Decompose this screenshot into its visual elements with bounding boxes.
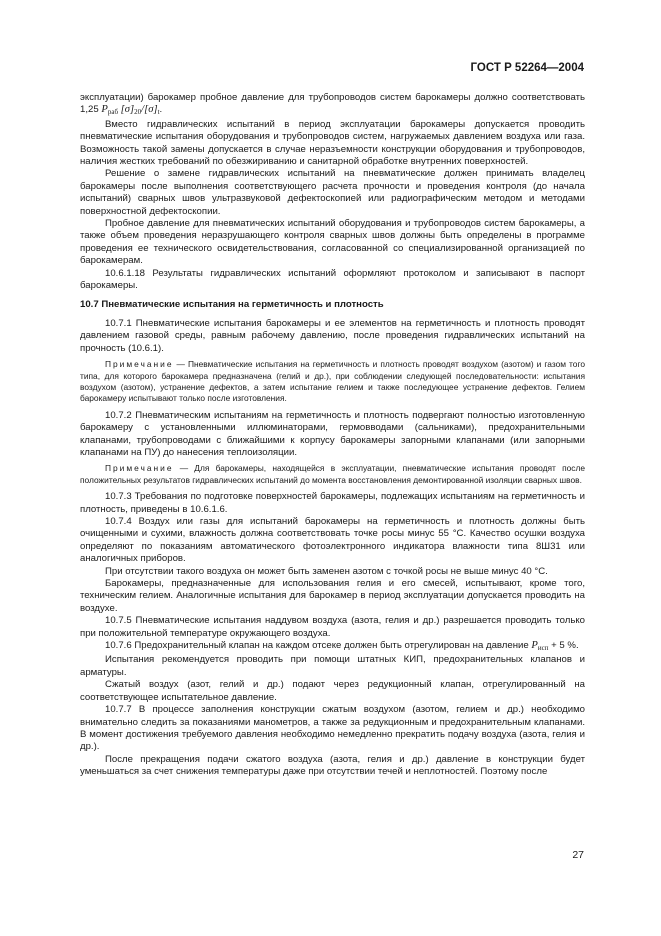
paragraph: 10.6.1.18 Результаты гидравлических испытаний оформляют протоколом и записывают в паспорт барокамеры. — [80, 267, 585, 292]
formula-stress: /[σ] — [141, 104, 158, 116]
paragraph: 10.7.3 Требования по подготовке поверхностей барокамеры, подлежащих испытаниям на герметичность и плотность, приведены в 10.6.1.6. — [80, 491, 585, 515]
text-run: 10.7.6 Предохранительный клапан на каждом отсеке должен быть отрегулирован на давление — [105, 640, 529, 652]
paragraph: Барокамеры, предназначенные для использования гелия и его смесей, испытывают, кроме того, техническим гелием. Аналогичные испытания для барокамер в период эксплуатации допускается проводить на воздухе. — [80, 578, 585, 614]
note-text: — Для барокамеры, находящейся в эксплуатации, пневматические испытания проводят после положительных результатов гидравлических испытаний до момента восстановления демонтированной изоляции сварных швов. — [80, 463, 585, 485]
paragraph: 10.7.2 Пневматическим испытаниям на герметичность и плотность подвергают полностью изготовленную барокамеру с установленными иллюминаторами, гермовводами (сальниками), предохранительными клапанами, трубопроводами с ближайшими к корпусу барокамеры запорными клапанами (или запорными клапанами на ПУ) до нанесения теплоизоляции. — [80, 409, 585, 458]
note-text: — Пневматические испытания на герметичность и плотность проводят воздухом (азотом) и газом того типа, для которого барокамера предназначена (гелий и др.), при соблюдении следующей последовательности: испытания воздухом (азотом), устранение дефектов, а затем испытание гелием и также последующее устранение дефектов. Гелием барокамеру испытывают только после изготовления. — [80, 359, 585, 404]
note — [80, 359, 585, 405]
formula-subscript: 20 — [134, 108, 142, 117]
document-code: ГОСТ Р 52264—2004 — [470, 62, 584, 74]
formula-symbol: P — [101, 104, 108, 116]
paragraph: 10.7.5 Пневматические испытания наддувом воздуха (азота, гелия и др.) разрешается проводить только при положительной температуре окружающего воздуха. — [80, 615, 585, 639]
paragraph: 10.7.7 В процессе заполнения конструкции сжатым воздухом (азотом, гелием и др.) необходимо внимательно следить за показаниями манометров, а также за редукционным и предохранительным клапанами. В момент достижения требуемого давления необходимо немедленно прекратить подачу воздуха (азота, гелия и др.). — [80, 704, 585, 753]
paragraph: Сжатый воздух (азот, гелий и др.) подают через редукционный клапан, отрегулированный на соответствующее испытательное давление. — [80, 679, 585, 703]
note — [80, 463, 585, 486]
paragraph: При отсутствии такого воздуха он может быть заменен азотом с точкой росы не выше минус 40 °С. — [105, 565, 548, 577]
page-number: 27 — [572, 849, 584, 861]
formula — [101, 104, 159, 115]
formula-symbol: P — [531, 640, 538, 652]
paragraph-valve-pressure — [80, 640, 585, 654]
formula-subscript: раб — [107, 108, 119, 117]
formula — [531, 640, 548, 651]
text-run: . — [159, 104, 163, 116]
note-label: Примечание — [105, 463, 174, 474]
paragraph: 10.7.1 Пневматические испытания барокамеры и ее элементов на герметичность и плотность проводят давлением газовой среды, равным рабочему давлению, после проведения гидравлических испытаний на прочность (10.6.1). — [80, 317, 585, 354]
paragraph: Решение о замене гидравлических испытаний на пневматические должен принимать владелец барокамеры после выполнения соответствующего расчета прочности и проведения контроля (до начала испытаний) сварных швов ультразвуковой дефектоскопией или радиографическим методом и методами поверхностной дефектоскопии. — [80, 168, 585, 217]
formula-subscript: исп — [537, 644, 549, 653]
paragraph: Испытания рекомендуется проводить при помощи штатных КИП, предохранительных клапанов и арматуры. — [80, 654, 585, 678]
formula-subscript: t — [157, 108, 160, 117]
note-label: Примечание — [105, 359, 174, 370]
page-body — [80, 92, 585, 779]
section-heading: 10.7 Пневматические испытания на герметичность и плотность — [80, 298, 384, 310]
formula-stress: [σ] — [120, 104, 135, 116]
paragraph: 10.7.4 Воздух или газы для испытаний барокамеры на герметичность и плотность должны быть очищенными и сухими, влажность должна соответствовать точке росы минус 55 °С. Качество осушки воздуха определяют по показаниям автоматического фотоэлектронного индикатора влажности типа 8Ш31 или аналогичных приборов. — [80, 516, 585, 565]
paragraph: Пробное давление для пневматических испытаний оборудования и трубопроводов систем барокамеры, а также объем проведения неразрушающего контроля сварных швов должны быть определены в программе проведения ее технического освидетельствования, согласованной со специализированной организацией по барокамерам. — [80, 218, 585, 267]
text-run: эксплуатации) барокамер пробное давление для трубопроводов систем барокамеры должно соответствовать 1,25 — [80, 92, 585, 116]
paragraph: Вместо гидравлических испытаний в период эксплуатации барокамеры допускается проводить пневматические испытания оборудования и трубопроводов систем, нагружаемых давлением воздуха или газа. Возможность такой замены допускается в случае неразъемности конструкции оборудования и трубопроводов, наличия жестких требований по обезжириванию и санитарной обработке внутренних поверхностей. — [80, 118, 585, 168]
text-run: + 5 %. — [548, 640, 579, 652]
paragraph: После прекращения подачи сжатого воздуха (азота, гелия и др.) давление в конструкции будет уменьшаться за счет снижения температуры даже при отсутствии течей и неплотностей. Поэтому после — [80, 753, 585, 778]
paragraph-pressure-formula — [80, 92, 585, 119]
